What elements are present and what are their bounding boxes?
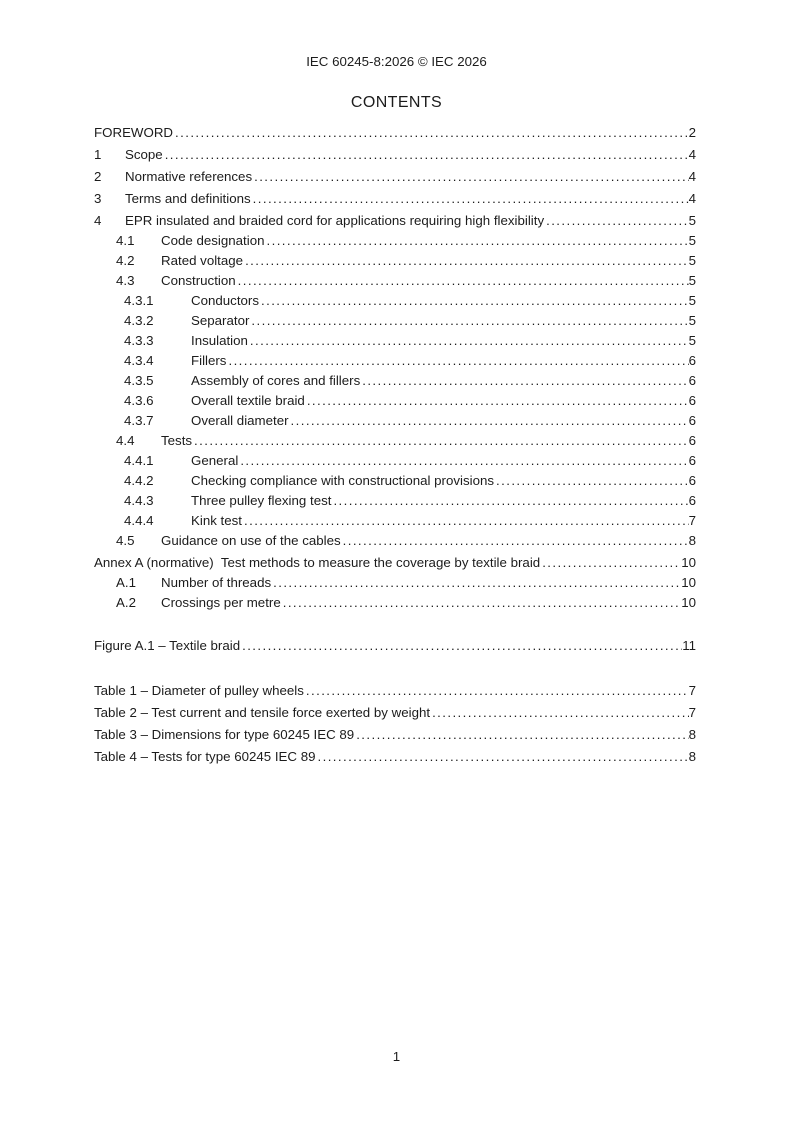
toc-entry-number: 4.3 [116, 273, 135, 288]
toc-entry-label: Three pulley flexing test [191, 493, 332, 508]
toc-entry-label: Kink test [191, 513, 242, 528]
toc-entry-number: 4.4.1 [124, 453, 154, 468]
toc-entry-number: 4.4.4 [124, 513, 154, 528]
toc-entry-number: 4.1 [116, 233, 135, 248]
toc-entry-number: A.2 [116, 595, 136, 610]
toc-entry-page-number: 5 [688, 213, 696, 228]
toc-entry-label: Annex A (normative) Test methods to measure the coverage by textile braid [94, 555, 541, 570]
toc-leader-dots [250, 333, 689, 349]
toc-entry-label: Construction [161, 273, 236, 288]
toc-leader-dots [318, 749, 689, 765]
toc-leader-dots [306, 683, 689, 699]
toc-entries-block [94, 125, 696, 611]
toc-entry-page-number: 5 [688, 293, 696, 308]
toc-entry[interactable] [94, 453, 696, 469]
toc-entry[interactable] [94, 293, 696, 309]
toc-entry[interactable] [94, 169, 696, 185]
toc-entry-number: 4.3.6 [124, 393, 154, 408]
toc-leader-dots [273, 575, 681, 591]
toc-entry-label: Table 4 – Tests for type 60245 IEC 89 [94, 749, 316, 764]
toc-leader-dots [175, 125, 689, 141]
toc-entry-page-number: 6 [688, 413, 696, 428]
table-entry[interactable] [94, 705, 696, 721]
toc-entry-page-number: 5 [688, 233, 696, 248]
toc-entry-number: 2 [94, 169, 102, 184]
toc-entry-page-number: 6 [688, 393, 696, 408]
toc-entry[interactable] [94, 555, 696, 571]
toc-entry-label: Crossings per metre [161, 595, 281, 610]
toc-entry-number: 4.3.5 [124, 373, 154, 388]
toc-entry[interactable] [94, 513, 696, 529]
toc-entry-page-number: 10 [681, 575, 696, 590]
toc-entry-label: Normative references [125, 169, 253, 184]
toc-entry-page-number: 4 [688, 147, 696, 162]
toc-leader-dots [251, 313, 688, 329]
toc-entry-number: 4.4.3 [124, 493, 154, 508]
running-header: IEC 60245-8:2026 © IEC 2026 [306, 54, 487, 69]
toc-entry-number: 4.5 [116, 533, 135, 548]
toc-leader-dots [496, 473, 689, 489]
toc-entry-label: Number of threads [161, 575, 272, 590]
toc-entry-page-number: 7 [688, 705, 696, 720]
toc-entry-page-number: 6 [688, 493, 696, 508]
toc-leader-dots [432, 705, 689, 721]
toc-entry[interactable] [94, 393, 696, 409]
toc-entry[interactable] [94, 533, 696, 549]
toc-entry-number: 3 [94, 191, 102, 206]
toc-leader-dots [261, 293, 689, 309]
toc-entry-page-number: 8 [688, 727, 696, 742]
toc-entry[interactable] [94, 233, 696, 249]
toc-entry-number: 4.2 [116, 253, 135, 268]
toc-entry-label: Scope [125, 147, 163, 162]
toc-entry-page-number: 6 [688, 433, 696, 448]
toc-entry-number: 4 [94, 213, 102, 228]
toc-entry-page-number: 4 [688, 191, 696, 206]
toc-entry-label: Figure A.1 – Textile braid [94, 638, 241, 653]
toc-entry[interactable] [94, 125, 696, 141]
toc-figures-block [94, 638, 696, 654]
toc-entry-label: Assembly of cores and fillers [191, 373, 361, 388]
toc-entry-page-number: 6 [688, 473, 696, 488]
toc-leader-dots [245, 253, 689, 269]
toc-entry-page-number: 5 [688, 313, 696, 328]
toc-entry-number: 4.4 [116, 433, 135, 448]
toc-leader-dots [244, 513, 689, 529]
toc-entry-label: Overall textile braid [191, 393, 305, 408]
toc-entry-label: Overall diameter [191, 413, 289, 428]
toc-entry[interactable] [94, 373, 696, 389]
toc-entry-page-number: 6 [688, 373, 696, 388]
toc-leader-dots [362, 373, 688, 389]
toc-entry-page-number: 8 [688, 533, 696, 548]
toc-leader-dots [238, 273, 689, 289]
toc-entry-page-number: 5 [688, 333, 696, 348]
toc-entry-label: Separator [191, 313, 250, 328]
toc-entry[interactable] [94, 191, 696, 207]
toc-entry-page-number: 10 [681, 595, 696, 610]
toc-leader-dots [228, 353, 688, 369]
toc-leader-dots [165, 147, 689, 163]
toc-entry-label: Insulation [191, 333, 248, 348]
toc-entry-number: A.1 [116, 575, 136, 590]
toc-entry-page-number: 10 [681, 555, 696, 570]
toc-leader-dots [307, 393, 689, 409]
toc-entry-number: 1 [94, 147, 102, 162]
toc-entry-page-number: 4 [688, 169, 696, 184]
toc-tables-block [94, 683, 696, 765]
figure-entry[interactable] [94, 638, 696, 654]
toc-entry[interactable] [94, 253, 696, 269]
toc-entry[interactable] [94, 413, 696, 429]
toc-leader-dots [546, 213, 689, 229]
toc-entry-page-number: 6 [688, 353, 696, 368]
toc-entry-label: EPR insulated and braided cord for applications requiring high flexibility [125, 213, 545, 228]
toc-entry-page-number: 5 [688, 253, 696, 268]
toc-leader-dots [267, 233, 689, 249]
toc-entry-label: Tests [161, 433, 193, 448]
toc-leader-dots [194, 433, 689, 449]
toc-entry[interactable] [94, 147, 696, 163]
toc-entry-label: Checking compliance with constructional provisions [191, 473, 495, 488]
toc-entry-label: Table 1 – Diameter of pulley wheels [94, 683, 304, 698]
toc-entry-page-number: 7 [688, 683, 696, 698]
toc-leader-dots [242, 638, 682, 654]
toc-entry-label: FOREWORD [94, 125, 174, 140]
toc-entry-number: 4.3.1 [124, 293, 154, 308]
toc-entry-label: Fillers [191, 353, 227, 368]
toc-entry-label: Table 2 – Test current and tensile force exerted by weight [94, 705, 431, 720]
toc-entry[interactable] [94, 333, 696, 349]
toc-entry-number: 4.3.7 [124, 413, 154, 428]
toc-entry-page-number: 11 [682, 638, 696, 653]
toc-entry-page-number: 7 [688, 513, 696, 528]
toc-leader-dots [240, 453, 688, 469]
toc-leader-dots [542, 555, 681, 571]
toc-entry-number: 4.3.4 [124, 353, 154, 368]
toc-leader-dots [283, 595, 681, 611]
toc-entry-page-number: 6 [688, 453, 696, 468]
toc-entry-page-number: 2 [688, 125, 696, 140]
toc-entry-page-number: 8 [688, 749, 696, 764]
toc-entry-label: General [191, 453, 239, 468]
toc-entry-number: 4.4.2 [124, 473, 154, 488]
toc-leader-dots [291, 413, 689, 429]
toc-entry[interactable] [94, 213, 696, 229]
table-of-contents [94, 125, 696, 765]
toc-entry[interactable] [94, 433, 696, 449]
toc-entry[interactable] [94, 493, 696, 509]
table-entry[interactable] [94, 749, 696, 765]
toc-entry-label: Code designation [161, 233, 265, 248]
toc-entry[interactable] [94, 575, 696, 591]
table-entry[interactable] [94, 683, 696, 699]
toc-entry[interactable] [94, 473, 696, 489]
page-number-footer: 1 [392, 1049, 401, 1064]
toc-entry-number: 4.3.2 [124, 313, 154, 328]
toc-leader-dots [253, 191, 689, 207]
toc-entry-label: Conductors [191, 293, 259, 308]
toc-leader-dots [333, 493, 688, 509]
toc-entry-page-number: 5 [688, 273, 696, 288]
toc-entry[interactable] [94, 595, 696, 611]
toc-entry[interactable] [94, 273, 696, 289]
contents-heading: CONTENTS [350, 94, 443, 111]
toc-entry-label: Table 3 – Dimensions for type 60245 IEC 89 [94, 727, 355, 742]
toc-leader-dots [356, 727, 688, 743]
toc-entry-label: Terms and definitions [125, 191, 251, 206]
table-entry[interactable] [94, 727, 696, 743]
toc-entry-label: Rated voltage [161, 253, 244, 268]
toc-entry-label: Guidance on use of the cables [161, 533, 341, 548]
toc-leader-dots [254, 169, 688, 185]
toc-entry-number: 4.3.3 [124, 333, 154, 348]
toc-entry[interactable] [94, 313, 696, 329]
toc-leader-dots [343, 533, 689, 549]
toc-entry[interactable] [94, 353, 696, 369]
